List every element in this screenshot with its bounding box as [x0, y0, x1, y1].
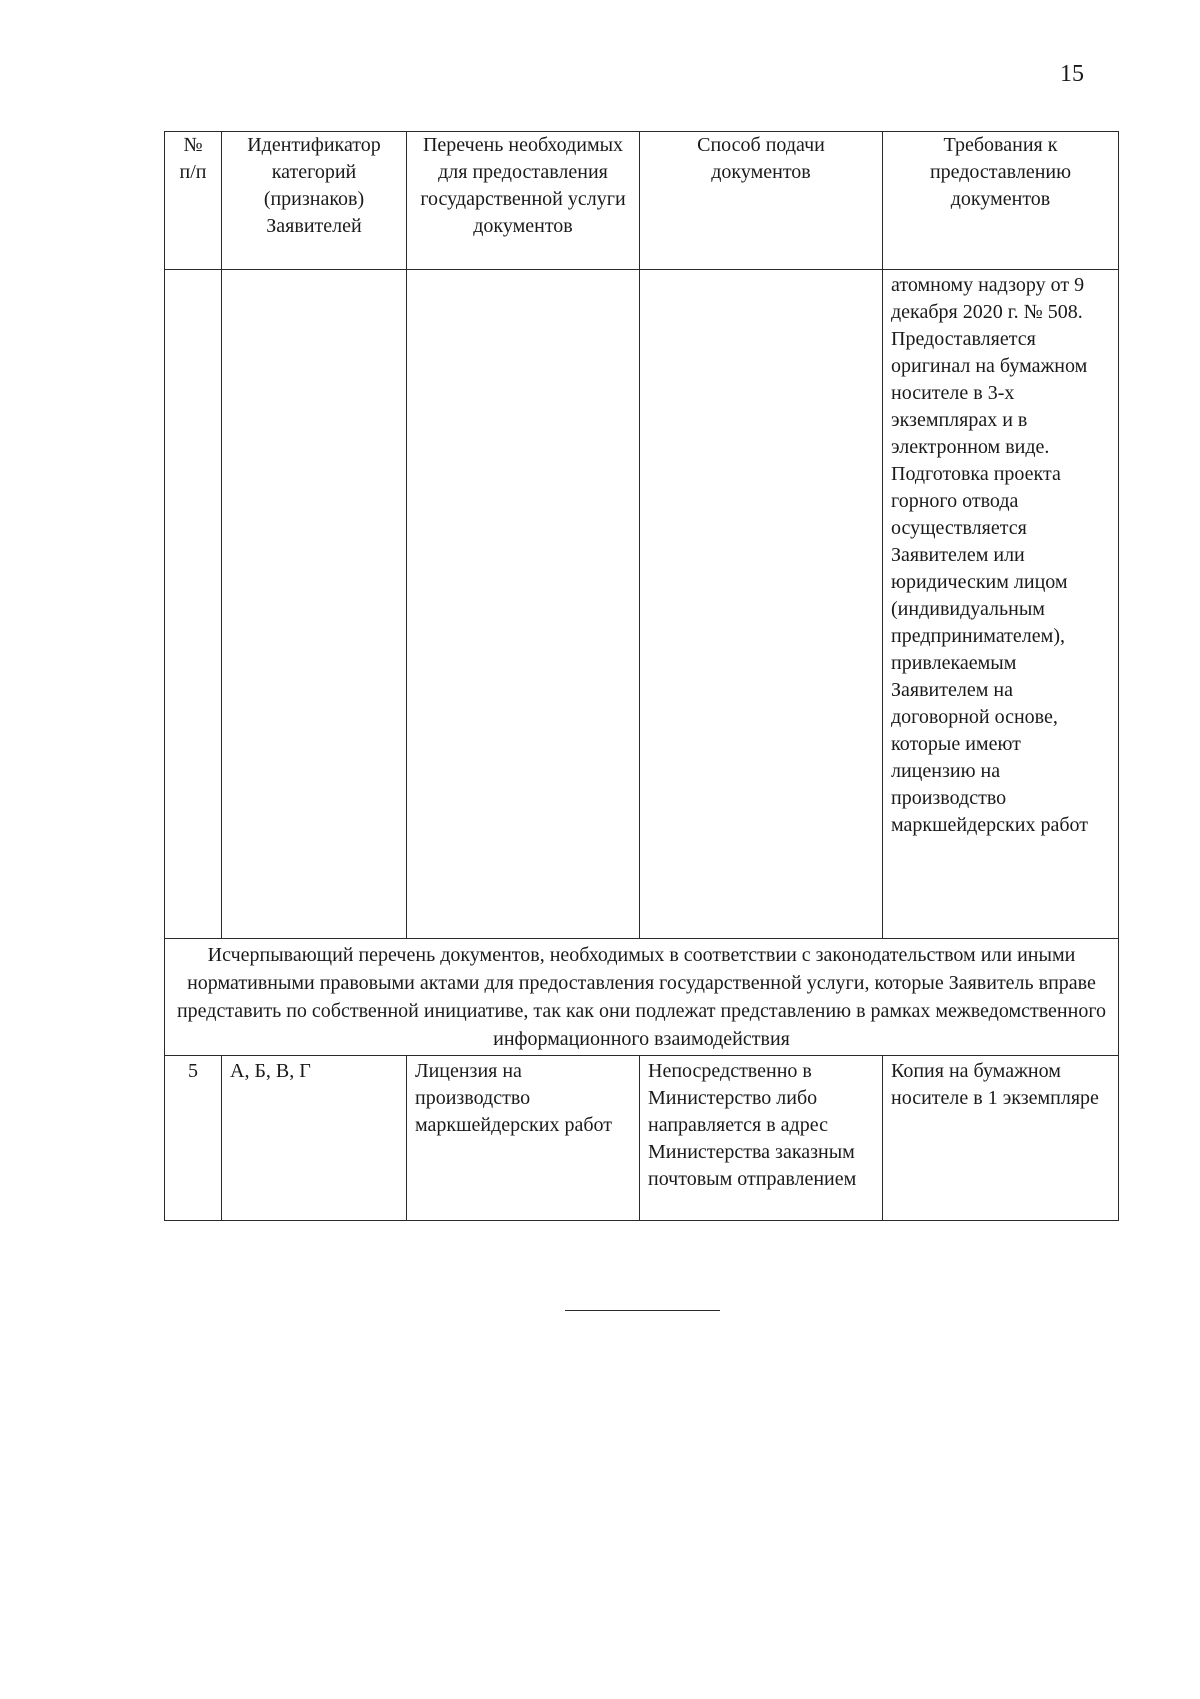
- table-row-continued: [165, 270, 1119, 939]
- cell-doc-list: [407, 270, 640, 939]
- documents-table: [164, 131, 1119, 1221]
- cell-category-id: А, Б, В, Г: [222, 1056, 407, 1221]
- header-submission: Способ подачи документов: [640, 132, 883, 270]
- header-doc-list: Перечень необходимых для предоставления государственной услуги документов: [407, 132, 640, 270]
- table-header-row: [165, 132, 1119, 270]
- header-requirements: Требования к предоставлению документов: [883, 132, 1119, 270]
- cell-submission: [640, 270, 883, 939]
- section-heading-row: [165, 939, 1119, 1056]
- section-heading: Исчерпывающий перечень документов, необходимых в соответствии с законодательством или иными нормативными правовыми актами для предоставления государственной услуги, которые Заявитель вправе представить по собственной инициативе, так как они подлежат представлению в рамках межведомственного информационного взаимодействия: [165, 939, 1119, 1056]
- header-num: № п/п: [165, 132, 222, 270]
- page-number: 15: [1060, 61, 1084, 87]
- cell-requirements: Копия на бумажном носителе в 1 экземпляре: [883, 1056, 1119, 1221]
- cell-doc-list: Лицензия на производство маркшейдерских работ: [407, 1056, 640, 1221]
- cell-submission: Непосредственно в Министерство либо направляется в адрес Министерства заказным почтовым отправлением: [640, 1056, 883, 1221]
- cell-requirements: атомному надзору от 9 декабря 2020 г. № 508. Предоставляется оригинал на бумажном носителе в 3-х экземплярах и в электронном виде. Подготовка проекта горного отвода осуществляется Заявителем или юридическим лицом (индивидуальным предпринимателем), привлекаемым Заявителем на договорной основе, которые имеют лицензию на производство маркшейдерских работ: [883, 270, 1119, 939]
- footer-divider: [565, 1310, 720, 1311]
- cell-category-id: [222, 270, 407, 939]
- cell-num: 5: [165, 1056, 222, 1221]
- table-row: [165, 1056, 1119, 1221]
- header-category-id: Идентификатор категорий (признаков) Заявителей: [222, 132, 407, 270]
- cell-num: [165, 270, 222, 939]
